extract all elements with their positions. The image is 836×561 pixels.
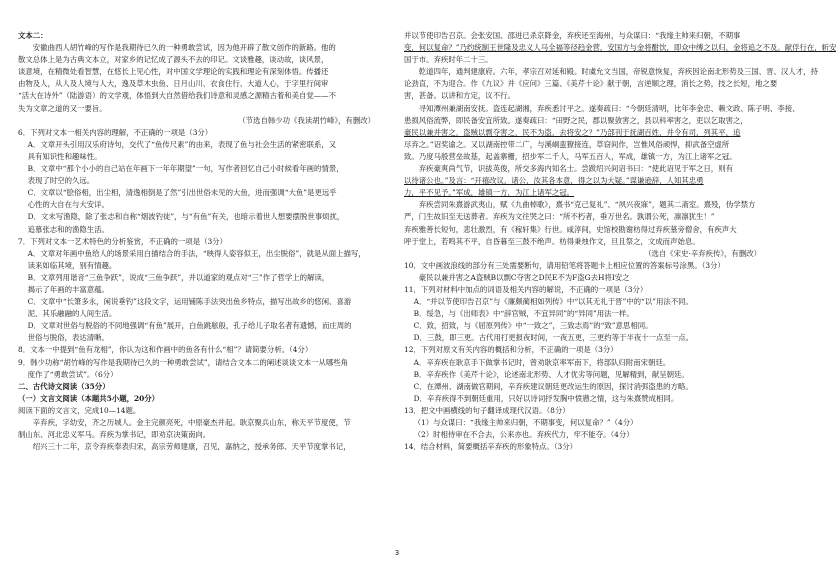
classical-text-line: 国于市。弃疾时年二十三。	[404, 55, 493, 65]
section-heading: 二、古代诗文阅读（35分）	[18, 381, 110, 391]
question-7-option: 读来如临其境，别有情趣。	[27, 260, 117, 270]
classical-text-line: 论劲直，不为迎合。作《九议》并《应问》三篇、《美芹十论》献于朝，言逆顺之理，消长之势，技之长短，地之要	[404, 79, 778, 89]
question-11-option: D．三鼓，即三更。古代用打更报夜时间，一夜五更，三更约等于半夜十一点至一点。	[413, 333, 693, 343]
question-9: 度作了“勇敢尝试”。（6分）	[27, 369, 118, 379]
question-12-option: C．在潭州、湖南做官期间，辛弃疾建议朝廷更改运生的原因，探讨消弭盗患的方略。	[413, 381, 693, 391]
question-12-option: D．辛弃疾得不到朝廷重用，只好以诗词抒发胸中愤懑之情，这与朱熹赞成相同。	[413, 393, 679, 403]
classical-text-line: 弃疾尝同朱熹游武夷山，赋《九曲棹歌》，熹书“克己复礼”、“夙兴夜寐”，题其二斋室。熹殁，伪学禁方	[404, 200, 756, 210]
question-7-option: D．文章对世俗与脱俗的不同地强调“有鱼”展开，白鱼跳舷般，孔子给儿子取名者有遗憾，而庄周的	[27, 321, 352, 331]
passage-line: “活大在诗外”（陆游语）的文学观，体悟到大自然借给我们诗意和灵感之源精古着和美自觉——不	[18, 91, 336, 101]
question-7-option: A．文章对年画中鱼给人的场景采用白描结合的手法，“映得人姿容似王，出尘脱俗”，就是从面上描写，	[27, 248, 366, 258]
question-6-option: 具有知识性和趣味性。	[27, 151, 102, 161]
reading-instruction: 阅读下面的文言文，完成10—14题。	[18, 405, 141, 415]
classical-text-line-underlined: 以待诸公也。”及言：“开禧改议，诸公，汝其各本意，得之以为大疑。”谋谦逊辞，人知其忠勇	[404, 176, 704, 186]
question-6-option: 心性的大自在与大安详。	[27, 200, 109, 210]
question-6-option: B．文章中“那个小小的自己站在年画下一年年期望”一句，写作者回忆自己小时候看年画的情景，	[27, 164, 344, 174]
question-11-option: A．“并以节使印告召京”与《廉颇蔺相如列传》中“以其无礼于晋”中的“以”用法不同。	[413, 297, 693, 307]
question-14: 14．结合材料，简要概括辛弃疾的形象特点。（3分）	[404, 442, 578, 452]
question-11-stem: 11．下列对材料中加点的词语及相关内容的解说，不正确的一项是（3分）	[404, 284, 648, 294]
classical-text-line: 尽弃之。”诏奖谕之。又以湖南控带二广，与溪峒蛮獠接连，草窃间作，岂惟风俗顽悍，抑武备空虚所	[404, 139, 730, 149]
question-7-option: 世俗与脱俗，表达清晰。	[27, 333, 109, 343]
question-6-option: 追慕张志和的渔隐生活。	[27, 224, 109, 234]
classical-text-line-underlined: 变，何以复命？”乃约统制王世隆及忠义人马全福等径趋金营，安国方与金将酣饮，即众中缚之以归，金将追之不及。献俘行在，斩安	[404, 43, 836, 53]
question-11-option: B．绥急，与《出师表》中“辞官贼，不宜异同”的“异同”用法一样。	[413, 309, 634, 319]
passage-line: 谈意境，在精微处看智慧，在悠长上见心性，对中国文学理论的实践和理论有深刻体悟。传播还	[18, 67, 329, 77]
question-8: 8．文本一中提到“鱼有龙相”，你认为这和作画中的鱼各有什么“相”？请简要分析。（4分）	[18, 345, 313, 355]
question-12-stem: 12．下列对原文有关内容的概括和分析，不正确的一项是（3分）	[404, 345, 618, 355]
passage-line: 散文总体上是为古典文本立，对家乡的记忆成了源头不去的印记。文谈雅趣，谈动故，谈风景，	[18, 55, 329, 65]
classical-text-line: 制山东、河北忠义军马。弃疾为掌书记，即劝京决策南向。	[18, 430, 211, 440]
classical-text-line: 辛弃疾，字幼安，齐之历城人。金主完颜亮死，中原豪杰并起。耿京聚兵山东，称天平节度使，节	[18, 418, 351, 427]
classical-source: （选自《宋史·辛弃疾传》，有删改）	[644, 248, 761, 258]
question-11-option: C．致，招致，与《屈原列传》中“一致之”，三致志焉”的“致”意思相同。	[413, 321, 653, 331]
classical-text-line: 绍兴三十二年，京令弃疾奉表归宋，高宗劳师建康，召见，嘉纳之，授承务郎、天平节度掌书记，	[18, 442, 351, 452]
classical-text-line: 患损风俗流弊，即民备安宜所致。遂奏疏曰：“田野之民，郡以聚敛害之，县以科率害之，吏以乞取害之，	[404, 115, 748, 125]
passage-title: 文本二：	[18, 31, 48, 40]
classical-text-line: 严，门生故旧至无送葬者。弃疾为文往哭之曰：“所不朽者，垂万世名。孰谓公死，凛凛犹生！”	[404, 212, 715, 222]
question-6-option: 表现了时空的久远。	[27, 176, 95, 186]
question-9: 9．韩少功称“胡竹峰的写作是我期待已久的一种勇敢尝试”，请结合文本二的阐述谈谈文本一从哪些角	[18, 357, 349, 367]
passage-line: 失为文章之道的又一要旨。	[18, 103, 107, 113]
question-7-stem: 7．下列对文本一艺术特色的分析鉴赏，不正确的一项是（3分）	[18, 236, 227, 246]
subsection-heading: （一）文言文阅读（本题共5小题，20分）	[18, 393, 160, 403]
question-13-item: （1）与众谋曰：“我缘主帅来归朝，不期事变，何以复命？”（4分）	[413, 418, 638, 427]
right-column	[404, 30, 836, 453]
page-number: 3	[394, 549, 400, 557]
question-6-option: D．文末写渔隐，除了张志和自称“烟波钓徒”，与“有鱼”有关，也暗示着世人想要摆脱世事烦扰，	[27, 212, 345, 222]
classical-text-line: 寻知潭州兼湖南安抚。盗连起湖湘，弃疾悉讨平之。遂奏疏曰：“今朝廷清明，比年李金忠、赖文政、陈子明、李接、	[404, 103, 800, 113]
classical-text-line: 害，甚备。以讲和方定，议不行。	[404, 91, 515, 101]
question-13-item: （2）时相侍审在不合去，公来亦也。弃疾代力，牢不能夺。（4分）	[413, 430, 634, 440]
passage-line: 安徽曲西人胡竹峰的写作是我期待已久的一种勇敢尝试，因为他开辟了散文创作的新路。他的	[18, 43, 336, 53]
question-13-stem: 13．把文中画横线的句子翻译成现代汉语。（8分）	[404, 405, 570, 415]
passage-line: 由物及人，从人及人境与人大，逸及草木虫鱼、日月山川、衣食住行、大道人心，于字里行间审	[18, 79, 329, 89]
question-10-text: 豪民以兼并害之A盗贼B以剽C夺害之D民E不为F盗G去H将I安之	[404, 272, 630, 282]
question-10: 10．文中画波浪线的部分有三处需要断句，请用铅笔将答题卡上相应位置的答案标号涂黑。（3分）	[404, 260, 725, 270]
classical-text-line-underlined: 力，平不见予。”军成，雄镇一方，为江上诸军之冠。	[404, 188, 575, 198]
question-6-option: A．文章开头引用汉乐府诗句，交代了“鱼传尺素”的由来，表现了鱼与社会生活的紧密联系，又	[27, 139, 337, 149]
classical-text-line: 并以节使印告召京。会张安国、邵进已杀京降金，弃疾还至海州，与众谋曰：“我缘主帅来归朝，不期事	[404, 31, 741, 40]
question-6-stem: 6．下列对文本一相关内容的理解，不正确的一项是（3分）	[18, 127, 213, 137]
classical-text-line: 弃疾雅善长短句，悲壮激烈，有《稼轩集》行世。咸淳间，史馆校勘谢枋得过弃疾墓旁僧舍，有疾声大	[404, 224, 737, 234]
classical-text-line: 致。乃度马殷营垒故基，起盖寨栅，招步军二千人，马军五百人，军成，雄镇一方，为江上诸军之冠。	[404, 151, 737, 161]
question-7-option: 泥、其乐融融的人间生活。	[27, 309, 117, 319]
question-12-option: A．辛弃疾在耿京手下做掌书记时，曾劝耿京率军南下，将部队归附南宋朝廷。	[413, 357, 671, 367]
passage-source: （节选自韩少功《我读胡竹峰》，有删改）	[238, 115, 375, 125]
classical-text-line: 弃疾豪爽尚气节，识拔英俊，所交多海内知名士。尝跋绍兴间诏书曰：“使此诏见于军之日，则有	[404, 164, 733, 174]
question-6-option: C．文章以“脍俗相，出尘相，清逸相倒是了然”引出世俗未见的大鱼，进而强调“大鱼”是更远乎	[27, 188, 337, 198]
classical-text-line: 乾道四年，通判建康府。六年，孝宗召对延和殿。时虞允文当国，帝锐意恢复，弃疾因论南北形势及三国、晋、汉人才，持	[404, 67, 818, 77]
question-7-option: 揭示了年画的丰富意蕴。	[27, 284, 109, 294]
question-7-option: C．文章中“长箫多永，闲说垂钓”这段文字，运用铺陈手法突出鱼乡特点，描写出故乡的悠闲、喜游	[27, 297, 352, 307]
left-column	[18, 30, 375, 453]
classical-text-line: 呼于堂上，若鸣其不平，自昏暮至三鼓不绝声。枋得秉烛作文，旦且祭之，文成而声始息。	[404, 236, 700, 246]
question-12-option: B．辛弃疾作《美芹十论》，论述南北形势、人才优劣等问题，见解精到，献呈朝廷。	[413, 369, 689, 379]
question-7-option: B．文章列用谐音“三鱼争跃”，说成“三鱼争跃”，并以道家的观点对“三”作了哲学上的解读，	[27, 272, 330, 282]
classical-text-line-wavy: 豪民以兼并害之，盗贼以剽夺害之，民不为盗，去将安之？”乃部刊于抚湖百姓，并令有司，列其平，追	[404, 127, 741, 137]
